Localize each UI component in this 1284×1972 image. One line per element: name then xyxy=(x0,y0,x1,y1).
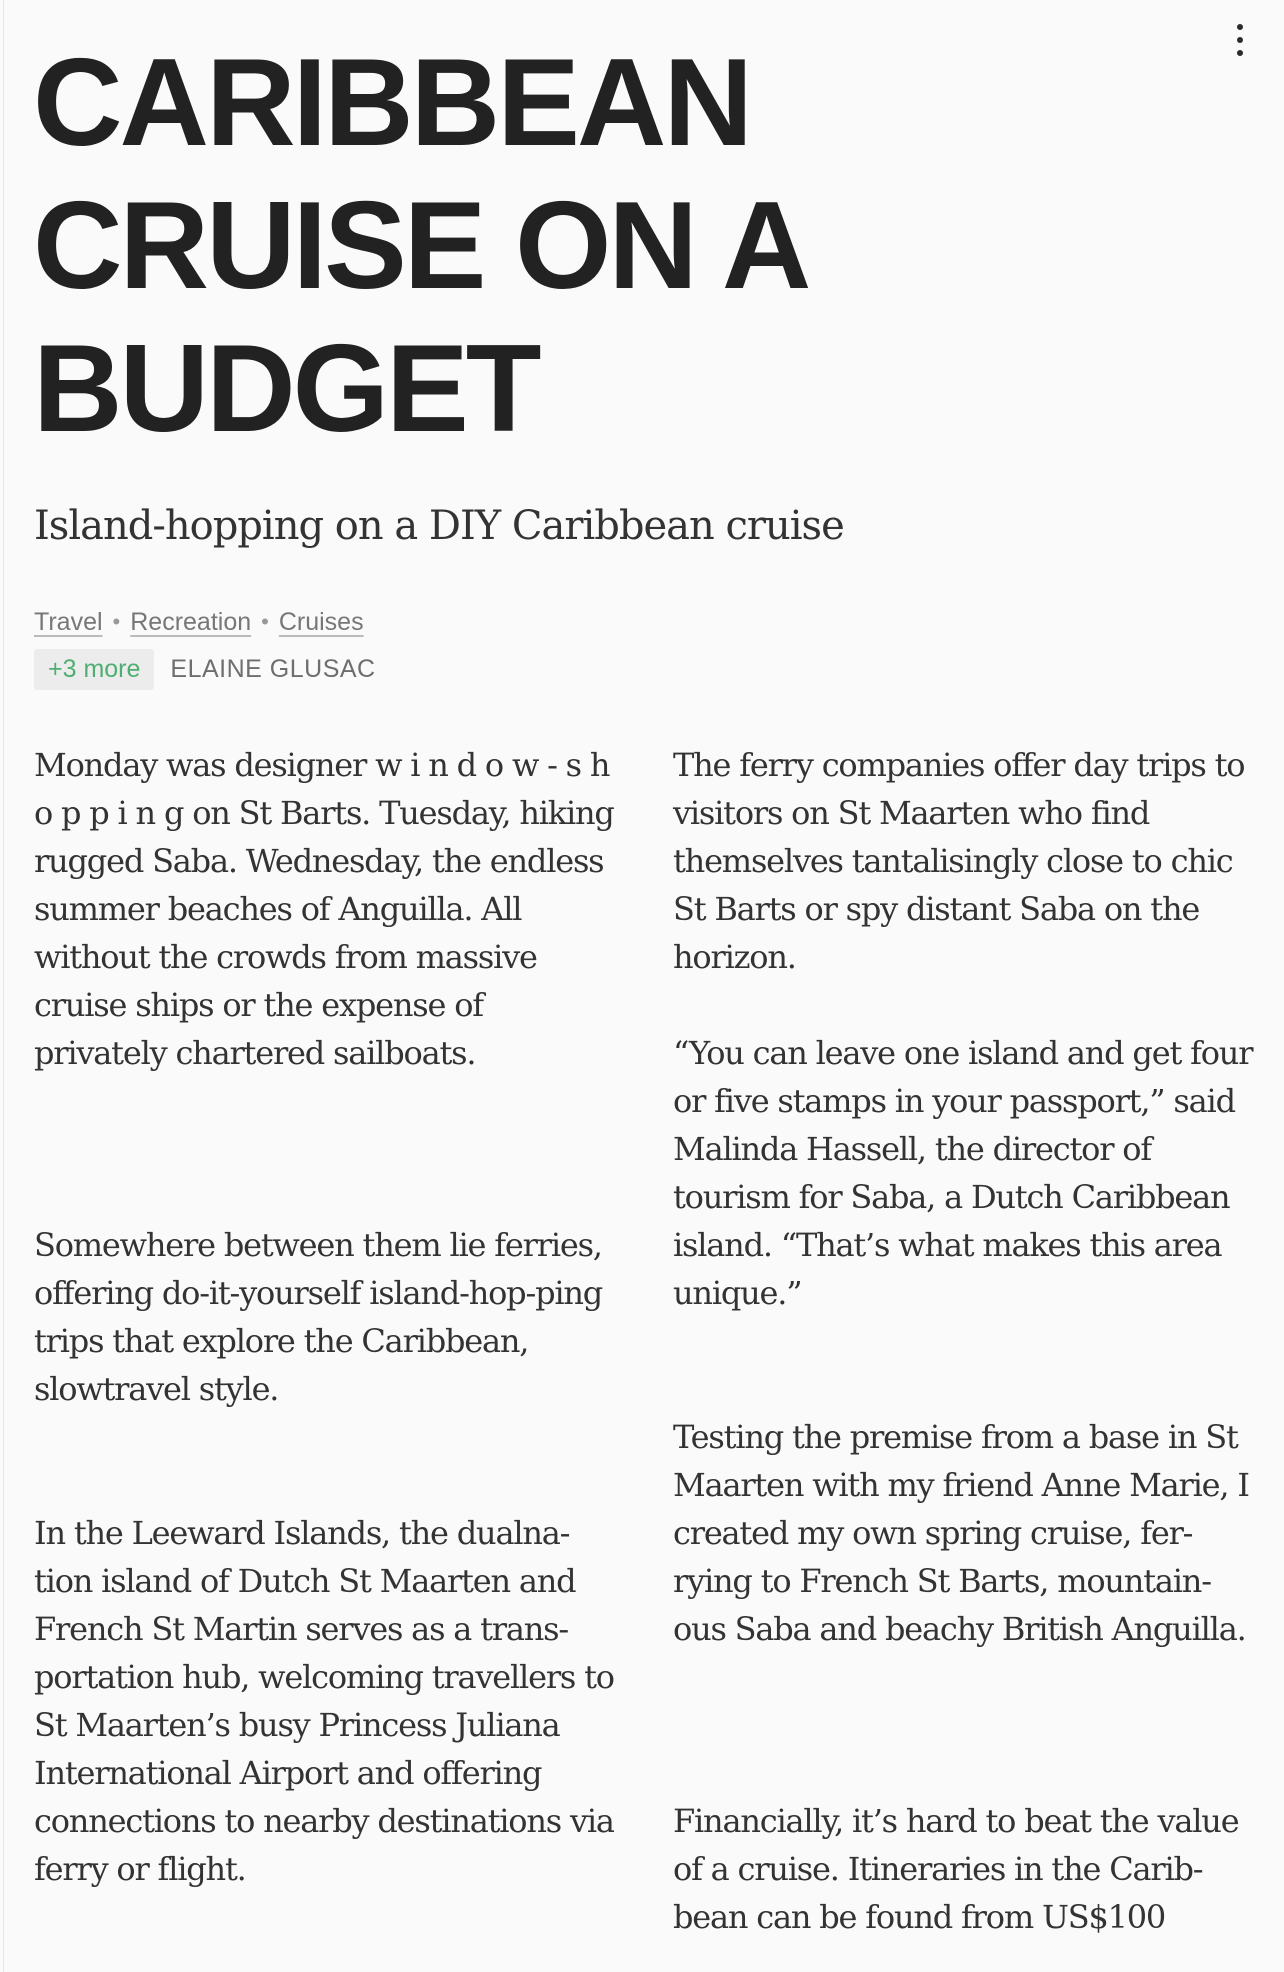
body-paragraph: The ferry companies offer day trips to visitors on St Maarten who find themselves tantalisingly close to chic St Barts or spy distant Saba on the horizon. xyxy=(673,746,1245,976)
body-paragraph: Monday was designer w i n d o w - s h o p p i n g on St Barts. Tuesday, hiking rugged Saba. Wednesday, the endless summer beaches of Anguilla. All without the crowds from massive cruise ships or the expense of privately chartered sailboats. xyxy=(34,746,614,1072)
body-paragraph: “You can leave one island and get four or five stamps in your passport,” said Malinda Hassell, the director of tourism for Saba, a Dutch Caribbean island. “That’s what makes this area unique.” xyxy=(673,1034,1253,1312)
tag-list xyxy=(34,604,364,640)
page-left-border xyxy=(3,0,4,1972)
tag-travel[interactable]: Travel xyxy=(34,608,103,636)
body-paragraph: Financially, it’s hard to beat the value of a cruise. Itineraries in the Carib-bean can be found from US$100 xyxy=(673,1802,1239,1936)
article-meta xyxy=(34,649,376,690)
menu-dot xyxy=(1237,50,1243,56)
menu-dot xyxy=(1237,37,1243,43)
body-paragraph: In the Leeward Islands, the dualna-tion island of Dutch St Maarten and French St Martin serves as a trans-portation hub, welcoming travellers to St Maarten’s busy Princess Juliana International Airport and offering connections to nearby destinations via ferry or flight. xyxy=(34,1514,614,1888)
article-subtitle: Island-hopping on a DIY Caribbean cruise xyxy=(34,503,844,549)
more-tags-button[interactable]: +3 more xyxy=(34,649,154,690)
more-options-icon[interactable] xyxy=(1226,20,1254,60)
body-paragraph: Testing the premise from a base in St Maarten with my friend Anne Marie, I created my own spring cruise, fer-rying to French St Barts, mountain-ous Saba and beachy British Anguilla. xyxy=(673,1418,1249,1648)
tag-separator: • xyxy=(261,609,269,634)
author-name: ELAINE GLUSAC xyxy=(170,655,376,683)
body-paragraph: Somewhere between them lie ferries, offering do-it-yourself island-hop-ping trips that explore the Caribbean, slowtravel style. xyxy=(34,1226,603,1408)
tag-separator: • xyxy=(112,609,121,634)
tag-cruises[interactable]: Cruises xyxy=(278,608,364,636)
menu-dot xyxy=(1237,24,1243,30)
article-title: CARIBBEAN CRUISE ON A BUDGET xyxy=(33,34,804,458)
tag-recreation[interactable]: Recreation xyxy=(130,608,252,636)
